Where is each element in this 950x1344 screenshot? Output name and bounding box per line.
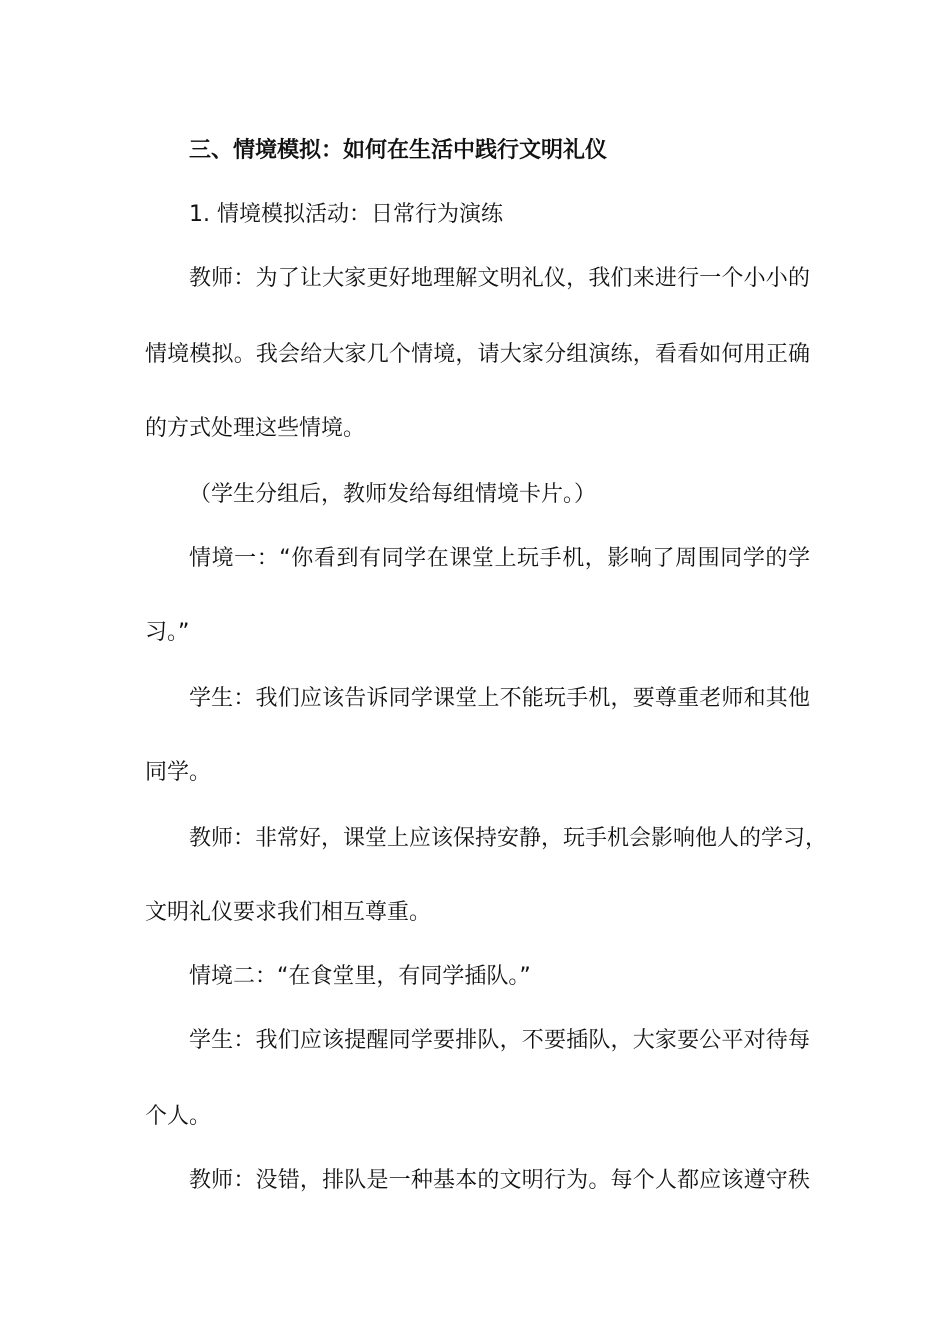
paragraph-line: 的方式处理这些情境。: [145, 416, 366, 441]
paragraph-line: 同学。: [145, 760, 212, 785]
paragraph-line: 习。”: [145, 620, 190, 645]
paragraph-line: 文明礼仪要求我们相互尊重。: [145, 900, 432, 925]
paragraph-line: 学生：我们应该提醒同学要排队，不要插队，大家要公平对待每: [189, 1028, 810, 1053]
paragraph-line: 学生：我们应该告诉同学课堂上不能玩手机，要尊重老师和其他: [189, 686, 810, 711]
section-heading: 三、情境模拟：如何在生活中践行文明礼仪: [189, 138, 608, 163]
paragraph-line: 教师：为了让大家更好地理解文明礼仪，我们来进行一个小小的: [189, 266, 810, 291]
paragraph-line: 教师：没错，排队是一种基本的文明行为。每个人都应该遵守秩: [189, 1168, 810, 1193]
paragraph-line: 情境一：“你看到有同学在课堂上玩手机，影响了周围同学的学: [189, 546, 810, 571]
paragraph-line: 教师：非常好，课堂上应该保持安静，玩手机会影响他人的学习，: [189, 826, 828, 851]
paragraph-line: 情境二：“在食堂里，有同学插队。”: [189, 964, 531, 989]
paragraph-line: 个人。: [145, 1104, 212, 1129]
paragraph-line: （学生分组后，教师发给每组情境卡片。）: [189, 482, 597, 507]
paragraph-line: 情境模拟。我会给大家几个情境，请大家分组演练，看看如何用正确: [145, 342, 810, 367]
activity-subheading: 1. 情境模拟活动：日常行为演练: [189, 202, 503, 227]
